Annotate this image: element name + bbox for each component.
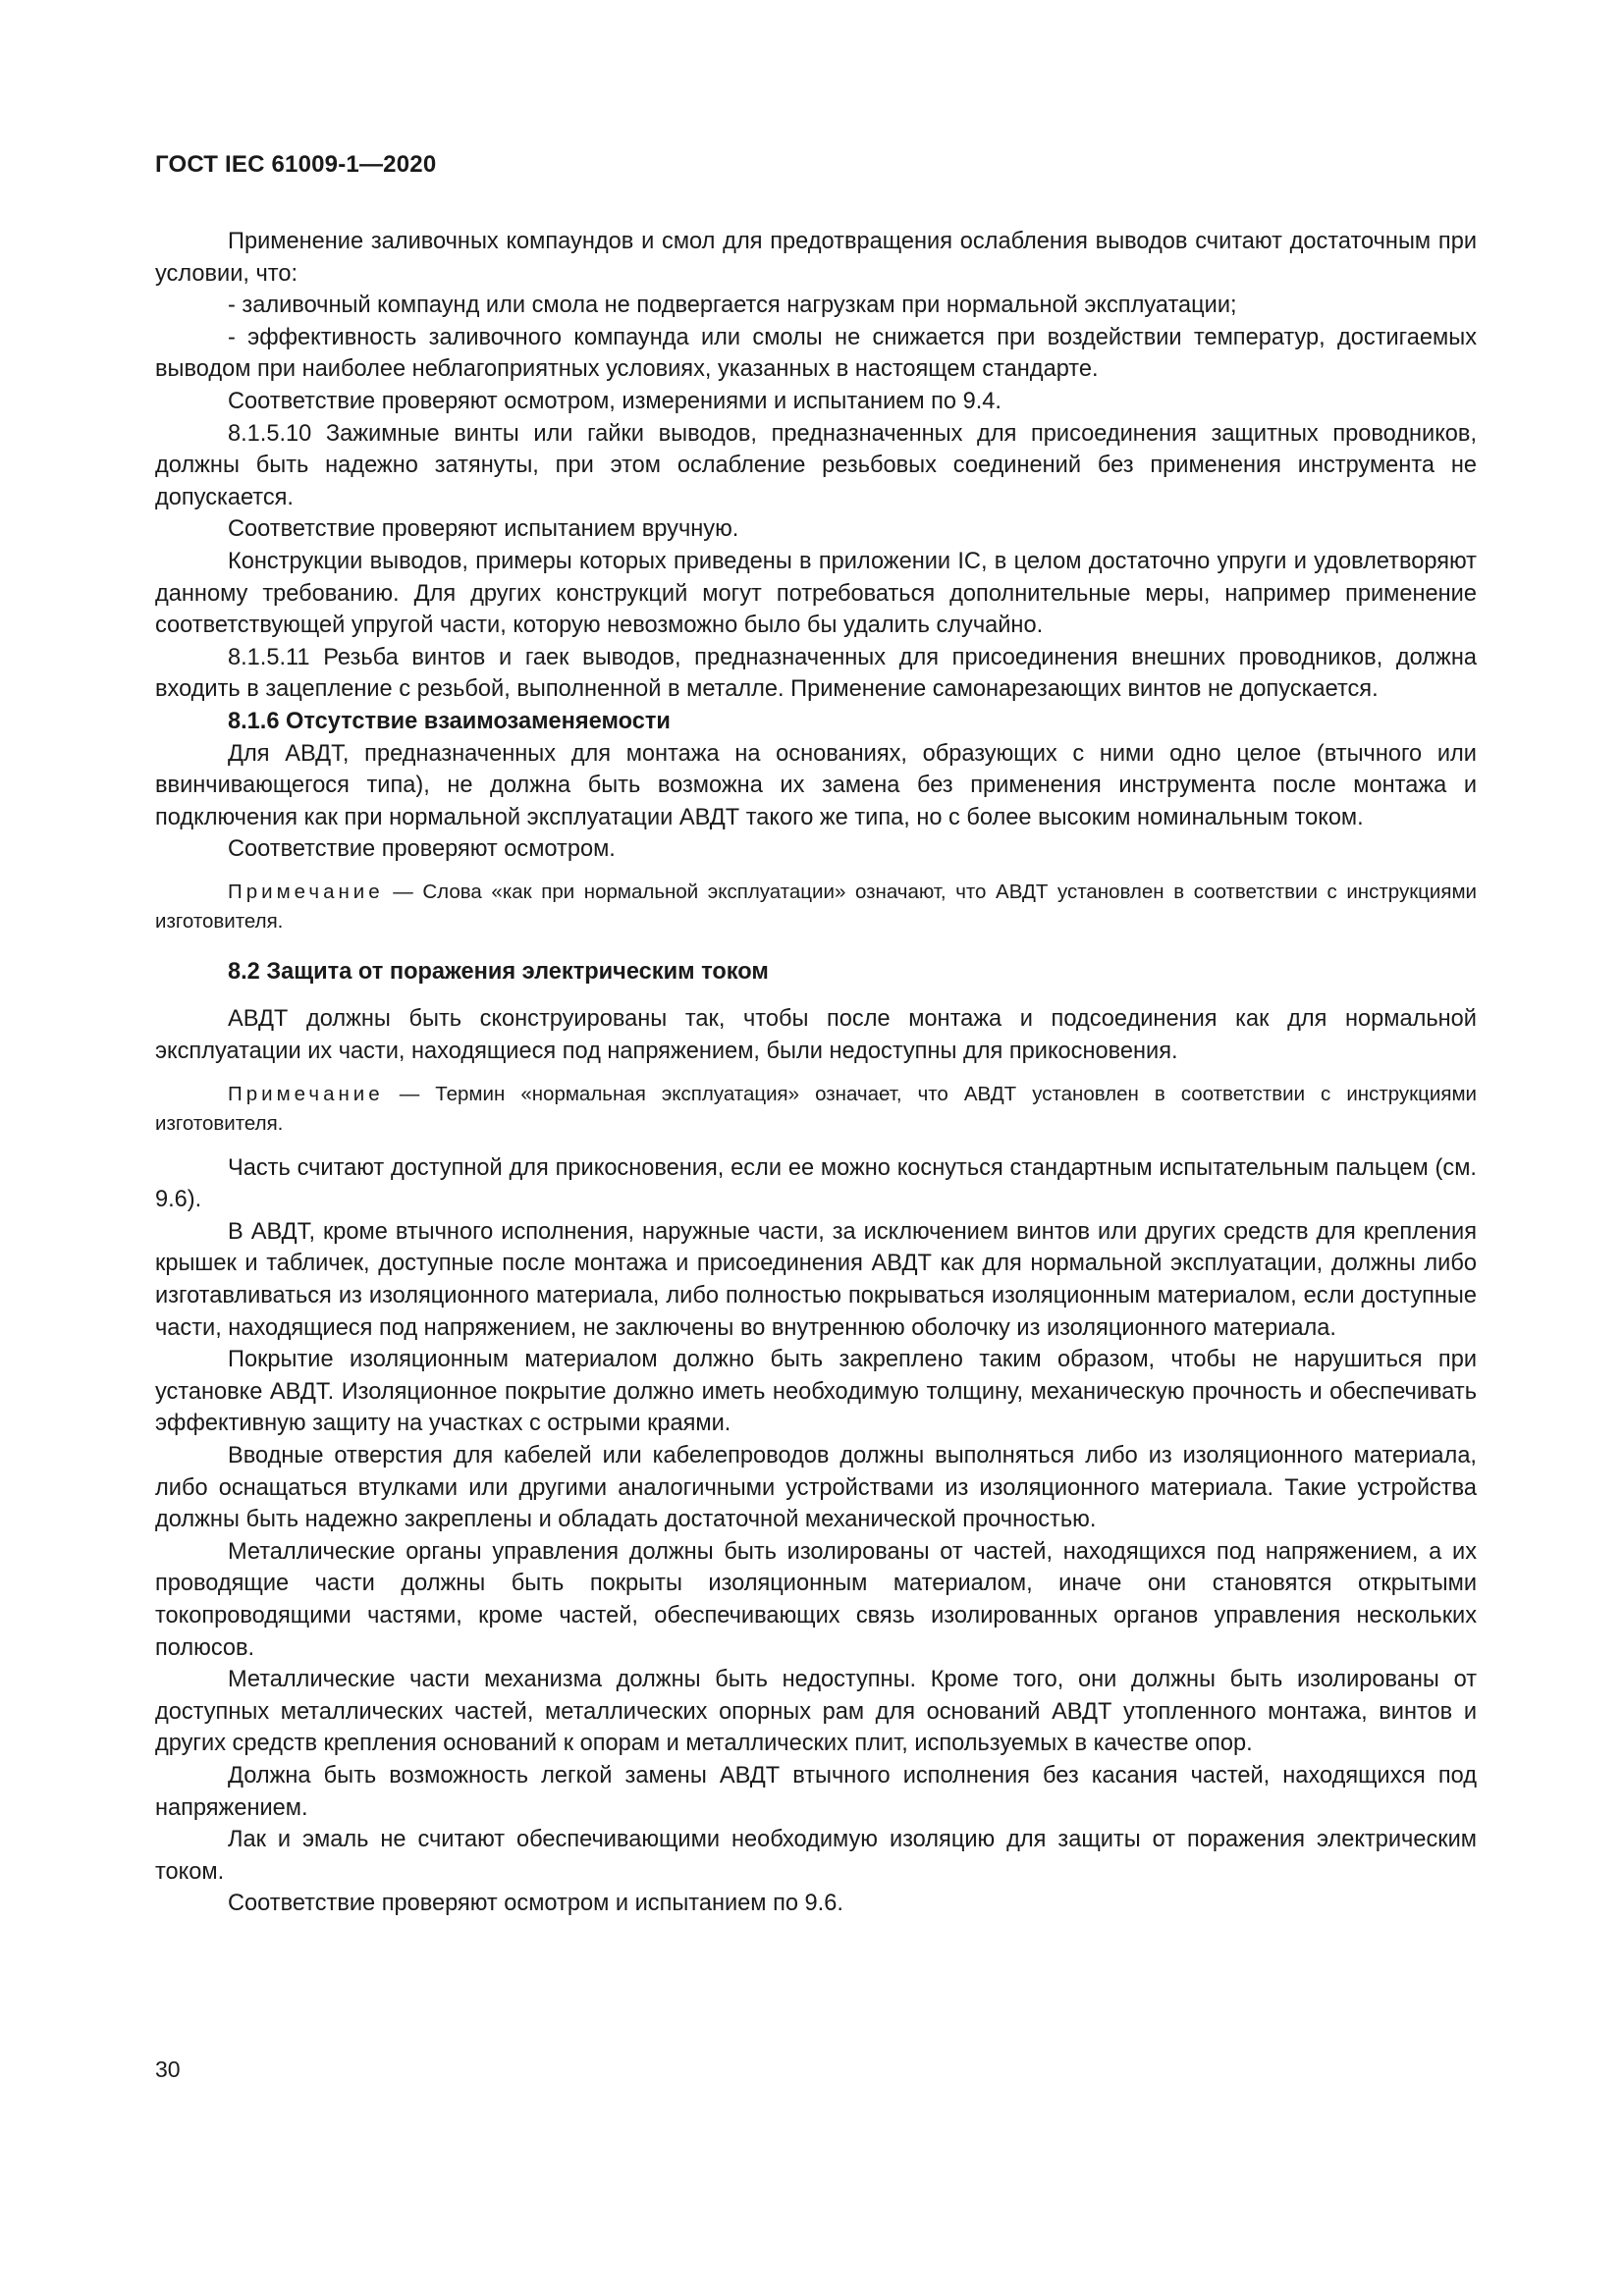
paragraph: Металлические части механизма должны быть недоступны. Кроме того, они должны быть изолированы от доступных металлических частей, металлических опорных рам для оснований АВДТ утопленного монтажа, винтов и других средств крепления оснований к опорам и металлических плит, используемых в качестве опор. <box>155 1667 1477 1757</box>
paragraph: Покрытие изоляционным материалом должно быть закреплено таким образом, чтобы не нарушиться при установке АВДТ. Изоляционное покрытие должно иметь необходимую толщину, механическую прочность и обеспечивать эффективную защиту на участках с острыми краями. <box>155 1347 1477 1437</box>
paragraph: Применение заливочных компаундов и смол для предотвращения ослабления выводов считают достаточным при условии, что: <box>155 229 1477 287</box>
paragraph: АВДТ должны быть сконструированы так, чтобы после монтажа и подсоединения как для нормальной эксплуатации их части, находящиеся под напряжением, были недоступны для прикосновения. <box>155 1006 1477 1065</box>
paragraph: Для АВДТ, предназначенных для монтажа на основаниях, образующих с ними одно целое (втычного или ввинчивающегося типа), не должна быть возможна их замена без применения инструмента после монтажа и подключения как при нормальной эксплуатации АВДТ такого же типа, но с более высоким номинальным током. <box>155 740 1477 830</box>
paragraph: Соответствие проверяют испытанием вручную. <box>228 516 739 543</box>
note <box>155 1080 1477 1139</box>
page-number: 30 <box>155 2056 181 2082</box>
paragraph: Конструкции выводов, примеры которых приведены в приложении IC, в целом достаточно упруги и удовлетворяют данному требованию. Для других конструкций могут потребоваться дополнительные меры, например применение соответствующей упругой части, которую невозможно было бы удалить случайно. <box>155 548 1477 639</box>
document-page <box>155 0 1477 2296</box>
note-label: Примечание <box>228 1082 384 1105</box>
paragraph: Лак и эмаль не считают обеспечивающими необходимую изоляцию для защиты от поражения электрическим током. <box>155 1827 1477 1885</box>
section-heading: 8.2 Защита от поражения электрическим током <box>228 958 769 985</box>
paragraph: Соответствие проверяют осмотром, измерениями и испытанием по 9.4. <box>228 388 1001 414</box>
paragraph: Должна быть возможность легкой замены АВДТ втычного исполнения без касания частей, находящихся под напряжением. <box>155 1762 1477 1821</box>
paragraph: 8.1.5.11 Резьба винтов и гаек выводов, предназначенных для присоединения внешних проводников, должна входить в зацепление с резьбой, выполненной в металле. Применение самонарезающих винтов не допускается. <box>155 644 1477 703</box>
document-body <box>155 226 1477 1920</box>
paragraph: Вводные отверстия для кабелей или кабелепроводов должны выполняться либо из изоляционного материала, либо оснащаться втулками или другими аналогичными устройствами из изоляционного материала. Такие устройства должны быть надежно закреплены и обладать достаточной механической прочностью. <box>155 1443 1477 1533</box>
paragraph: Металлические органы управления должны быть изолированы от частей, находящихся под напряжением, а их проводящие части должны быть покрыты изоляционным материалом, иначе они становятся открытыми токопроводящими частями, кроме частей, обеспечивающих связь изолированных органов управления нескольких полюсов. <box>155 1538 1477 1661</box>
paragraph: Соответствие проверяют осмотром и испытанием по 9.6. <box>228 1891 843 1917</box>
paragraph: - заливочный компаунд или смола не подвергается нагрузкам при нормальной эксплуатации; <box>228 293 1237 319</box>
paragraph: Соответствие проверяют осмотром. <box>228 836 616 863</box>
paragraph: - эффективность заливочного компаунда или смолы не снижается при воздействии температур, достигаемых выводом при наиболее неблагоприятных условиях, указанных в настоящем стандарте. <box>155 324 1477 383</box>
note-text: — Слова «как при нормальной эксплуатации» означают, что АВДТ установлен в соответствии с инструкциями изготовителя. <box>155 880 1477 933</box>
note-text: — Термин «нормальная эксплуатация» означает, что АВДТ установлен в соответствии с инструкциями изготовителя. <box>155 1082 1477 1135</box>
paragraph: 8.1.5.10 Зажимные винты или гайки выводов, предназначенных для присоединения защитных проводников, должны быть надежно затянуты, при этом ослабление резьбовых соединений без применения инструмента не допускается. <box>155 420 1477 510</box>
note-label: Примечание <box>228 880 384 903</box>
paragraph: В АВДТ, кроме втычного исполнения, наружные части, за исключением винтов или других средств для крепления крышек и табличек, доступные после монтажа и присоединения АВДТ как для нормальной эксплуатации, должны либо изготавливаться из изоляционного материала, либо полностью покрываться изоляционным материалом, если доступные части, находящиеся под напряжением, не заключены во внутреннюю оболочку из изоляционного материала. <box>155 1218 1477 1341</box>
paragraph: Часть считают доступной для прикосновения, если ее можно коснуться стандартным испытательным пальцем (см. 9.6). <box>155 1154 1477 1213</box>
section-heading: 8.1.6 Отсутствие взаимозаменяемости <box>228 708 671 734</box>
document-header: ГОСТ IEC 61009-1—2020 <box>155 151 437 178</box>
note <box>155 878 1477 936</box>
